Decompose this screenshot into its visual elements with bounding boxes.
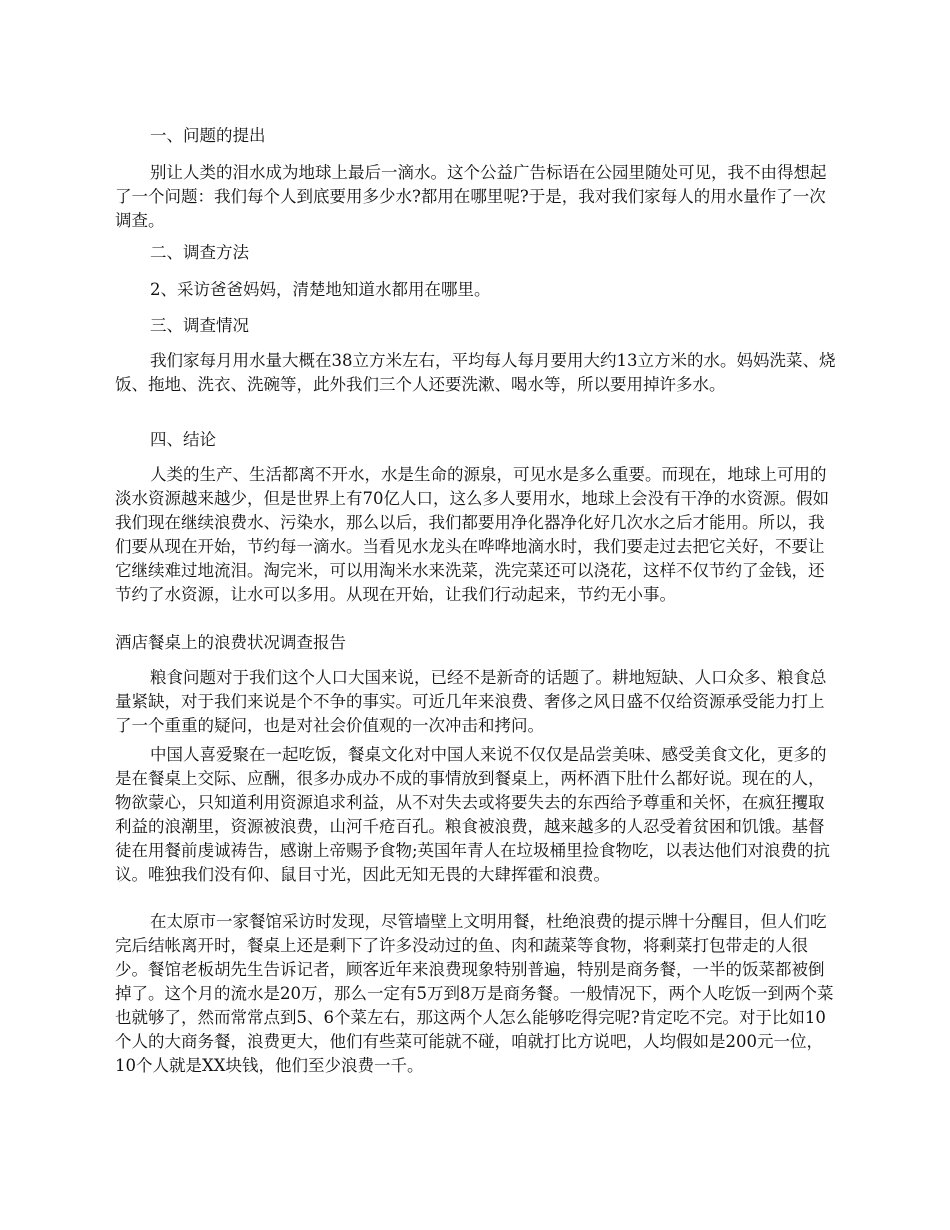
paragraph-intro: 别让人类的泪水成为地球上最后一滴水。这个公益广告标语在公园里随处可见，我不由得想起了一个问题：我们每个人到底要用多少水?都用在哪里呢?于是，我对我们家每人的用水量作了一次调查。 — [115, 163, 827, 230]
section-heading-situation: 三、调查情况 — [150, 316, 249, 335]
paragraph-situation: 我们家每月用水量大概在38立方米左右，平均每人每月要用大约13立方米的水。妈妈洗菜、烧饭、拖地、洗衣、洗碗等，此外我们三个人还要洗漱、喝水等，所以要用掉许多水。 — [115, 351, 836, 394]
report-title: 酒店餐桌上的浪费状况调查报告 — [115, 633, 346, 652]
section-heading-problem: 一、问题的提出 — [150, 126, 266, 145]
paragraph-conclusion: 人类的生产、生活都离不开水，水是生命的源泉，可见水是多么重要。而现在，地球上可用的淡水资源越来越少，但是世界上有70亿人口，这么多人要用水，地球上会没有干净的水资源。假如我们现在继续浪费水、污染水，那么以后，我们都要用净化器净化好几次水之后才能用。所以，我们要从现在开始，节约每一滴水。当看见水龙头在哗哗地滴水时，我们要走过去把它关好，不要让它继续难过地流泪。淘完米，可以用淘米水来洗菜，洗完菜还可以浇花，这样不仅节约了金钱，还节约了水资源，让水可以多用。从现在开始，让我们行动起来，节约无小事。 — [115, 465, 829, 604]
section-heading-conclusion: 四、结论 — [150, 430, 216, 449]
paragraph-food-issue: 粮食问题对于我们这个人口大国来说，已经不是新奇的话题了。耕地短缺、人口众多、粮食总量紧缺，对于我们来说是个不争的事实。可近几年来浪费、奢侈之风日盛不仅给资源承受能力打上了一个重重的疑问，也是对社会价值观的一次冲击和拷问。 — [115, 668, 827, 735]
section-heading-method: 二、调查方法 — [150, 243, 249, 262]
paragraph-method: 2、采访爸爸妈妈，清楚地知道水都用在哪里。 — [150, 280, 491, 299]
paragraph-restaurant-interview: 在太原市一家餐馆采访时发现，尽管墙壁上文明用餐，杜绝浪费的提示牌十分醒目，但人们吃完后结帐离开时，餐桌上还是剩下了许多没动过的鱼、肉和蔬菜等食物，将剩菜打包带走的人很少。餐馆老板胡先生告诉记者，顾客近年来浪费现象特别普遍，特别是商务餐，一半的饭菜都被倒掉了。这个月的流水是20万，那么一定有5万到8万是商务餐。一般情况下，两个人吃饭一到两个菜也就够了，然而常常点到5、6个菜左右，那这两个人怎么能够吃得完呢?肯定吃不完。对于比如10个人的大商务餐，浪费更大，他们有些菜可能就不碰，咱就打比方说吧，人均假如是200元一位，10个人就是XX块钱，他们至少浪费一千。 — [115, 912, 834, 1075]
paragraph-dining-culture: 中国人喜爱聚在一起吃饭，餐桌文化对中国人来说不仅仅是品尝美味、感受美食文化，更多的是在餐桌上交际、应酬，很多办成办不成的事情放到餐桌上，两杯酒下肚什么都好说。现在的人，物欲蒙心，只知道利用资源追求利益，从不对失去或将要失去的东西给予尊重和关怀，在疯狂攫取利益的浪潮里，资源被浪费，山河千疮百孔。粮食被浪费，越来越多的人忍受着贫困和饥饿。基督徒在用餐前虔诚祷告，感谢上帝赐予食物;英国年青人在垃圾桶里捡食物吃，以表达他们对浪费的抗议。唯独我们没有仰、鼠目寸光，因此无知无畏的大肆挥霍和浪费。 — [115, 745, 831, 884]
